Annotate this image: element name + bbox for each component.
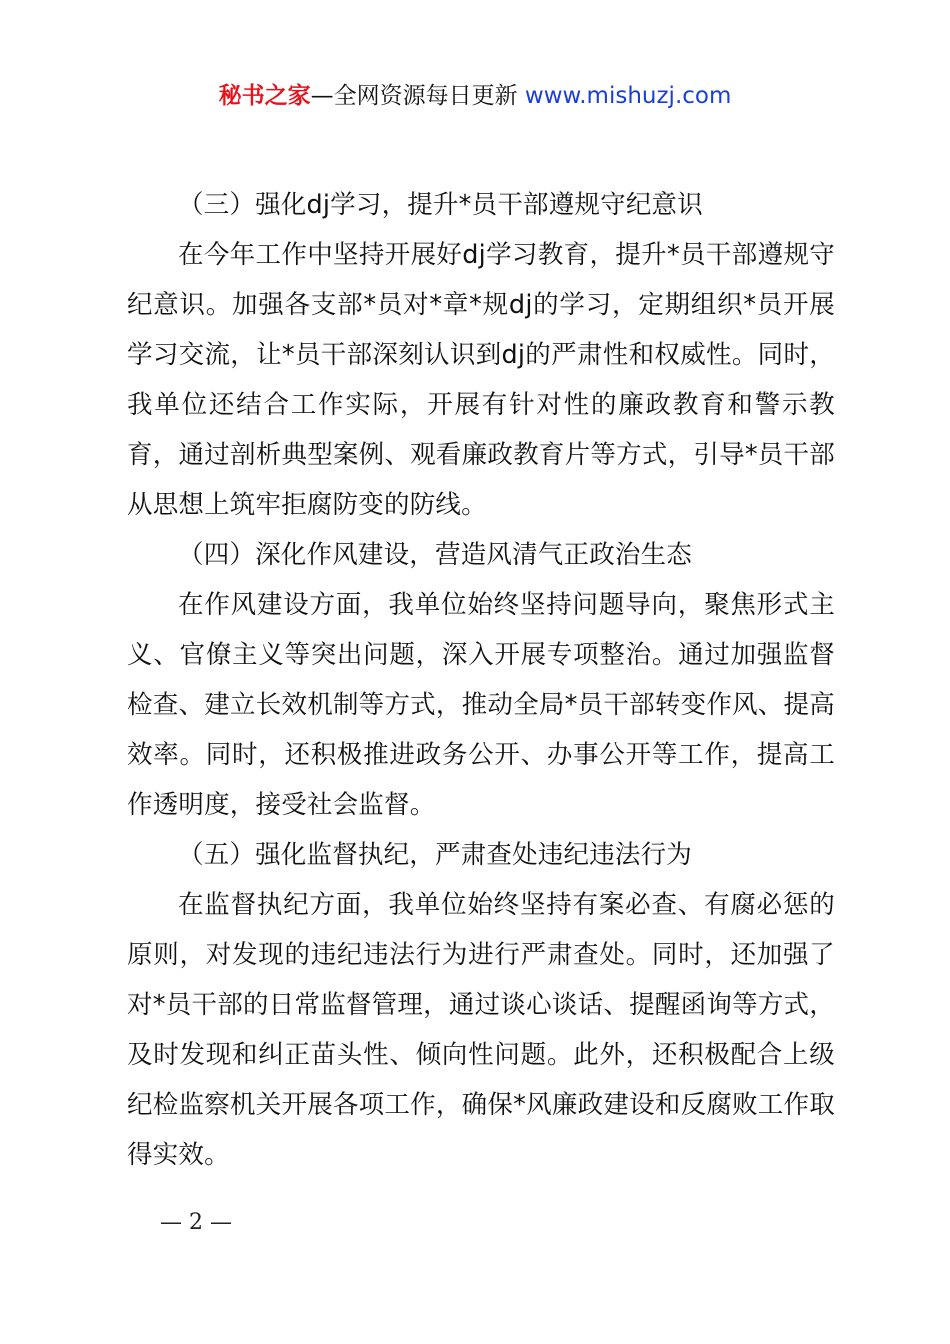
header-tagline: —全网资源每日更新 <box>310 83 525 109</box>
brand-name: 秘书之家 <box>218 83 311 109</box>
site-header <box>0 78 950 114</box>
section-heading-5: （五）强化监督执纪，严肃查处违纪违法行为 <box>178 840 693 870</box>
page-number: — 2 — <box>160 1210 232 1235</box>
document-body <box>127 180 835 1180</box>
website-link[interactable]: www.mishuzj.com <box>524 83 732 109</box>
section-paragraph-4: 在作风建设方面，我单位始终坚持问题导向，聚焦形式主义、官僚主义等突出问题，深入开展专项整治。通过加强监督检查、建立长效机制等方式，推动全局*员干部转变作风、提高效率。同时，还积极推进政务公开、办事公开等工作，提高工作透明度，接受社会监督。 <box>127 590 835 820</box>
section-paragraph-3: 在今年工作中坚持开展好dj学习教育，提升*员干部遵规守纪意识。加强各支部*员对*章*规dj的学习，定期组织*员开展学习交流，让*员干部深刻认识到dj的严肃性和权威性。同时，我单位还结合工作实际，开展有针对性的廉政教育和警示教育，通过剖析典型案例、观看廉政教育片等方式，引导*员干部从思想上筑牢拒腐防变的防线。 <box>127 240 835 520</box>
section-heading-3: （三）强化dj学习，提升*员干部遵规守纪意识 <box>178 190 703 220</box>
section-heading-4: （四）深化作风建设，营造风清气正政治生态 <box>178 540 693 570</box>
section-paragraph-5: 在监督执纪方面，我单位始终坚持有案必查、有腐必惩的原则，对发现的违纪违法行为进行严肃查处。同时，还加强了对*员干部的日常监督管理，通过谈心谈话、提醒函询等方式，及时发现和纠正苗头性、倾向性问题。此外，还积极配合上级纪检监察机关开展各项工作，确保*风廉政建设和反腐败工作取得实效。 <box>127 890 835 1170</box>
